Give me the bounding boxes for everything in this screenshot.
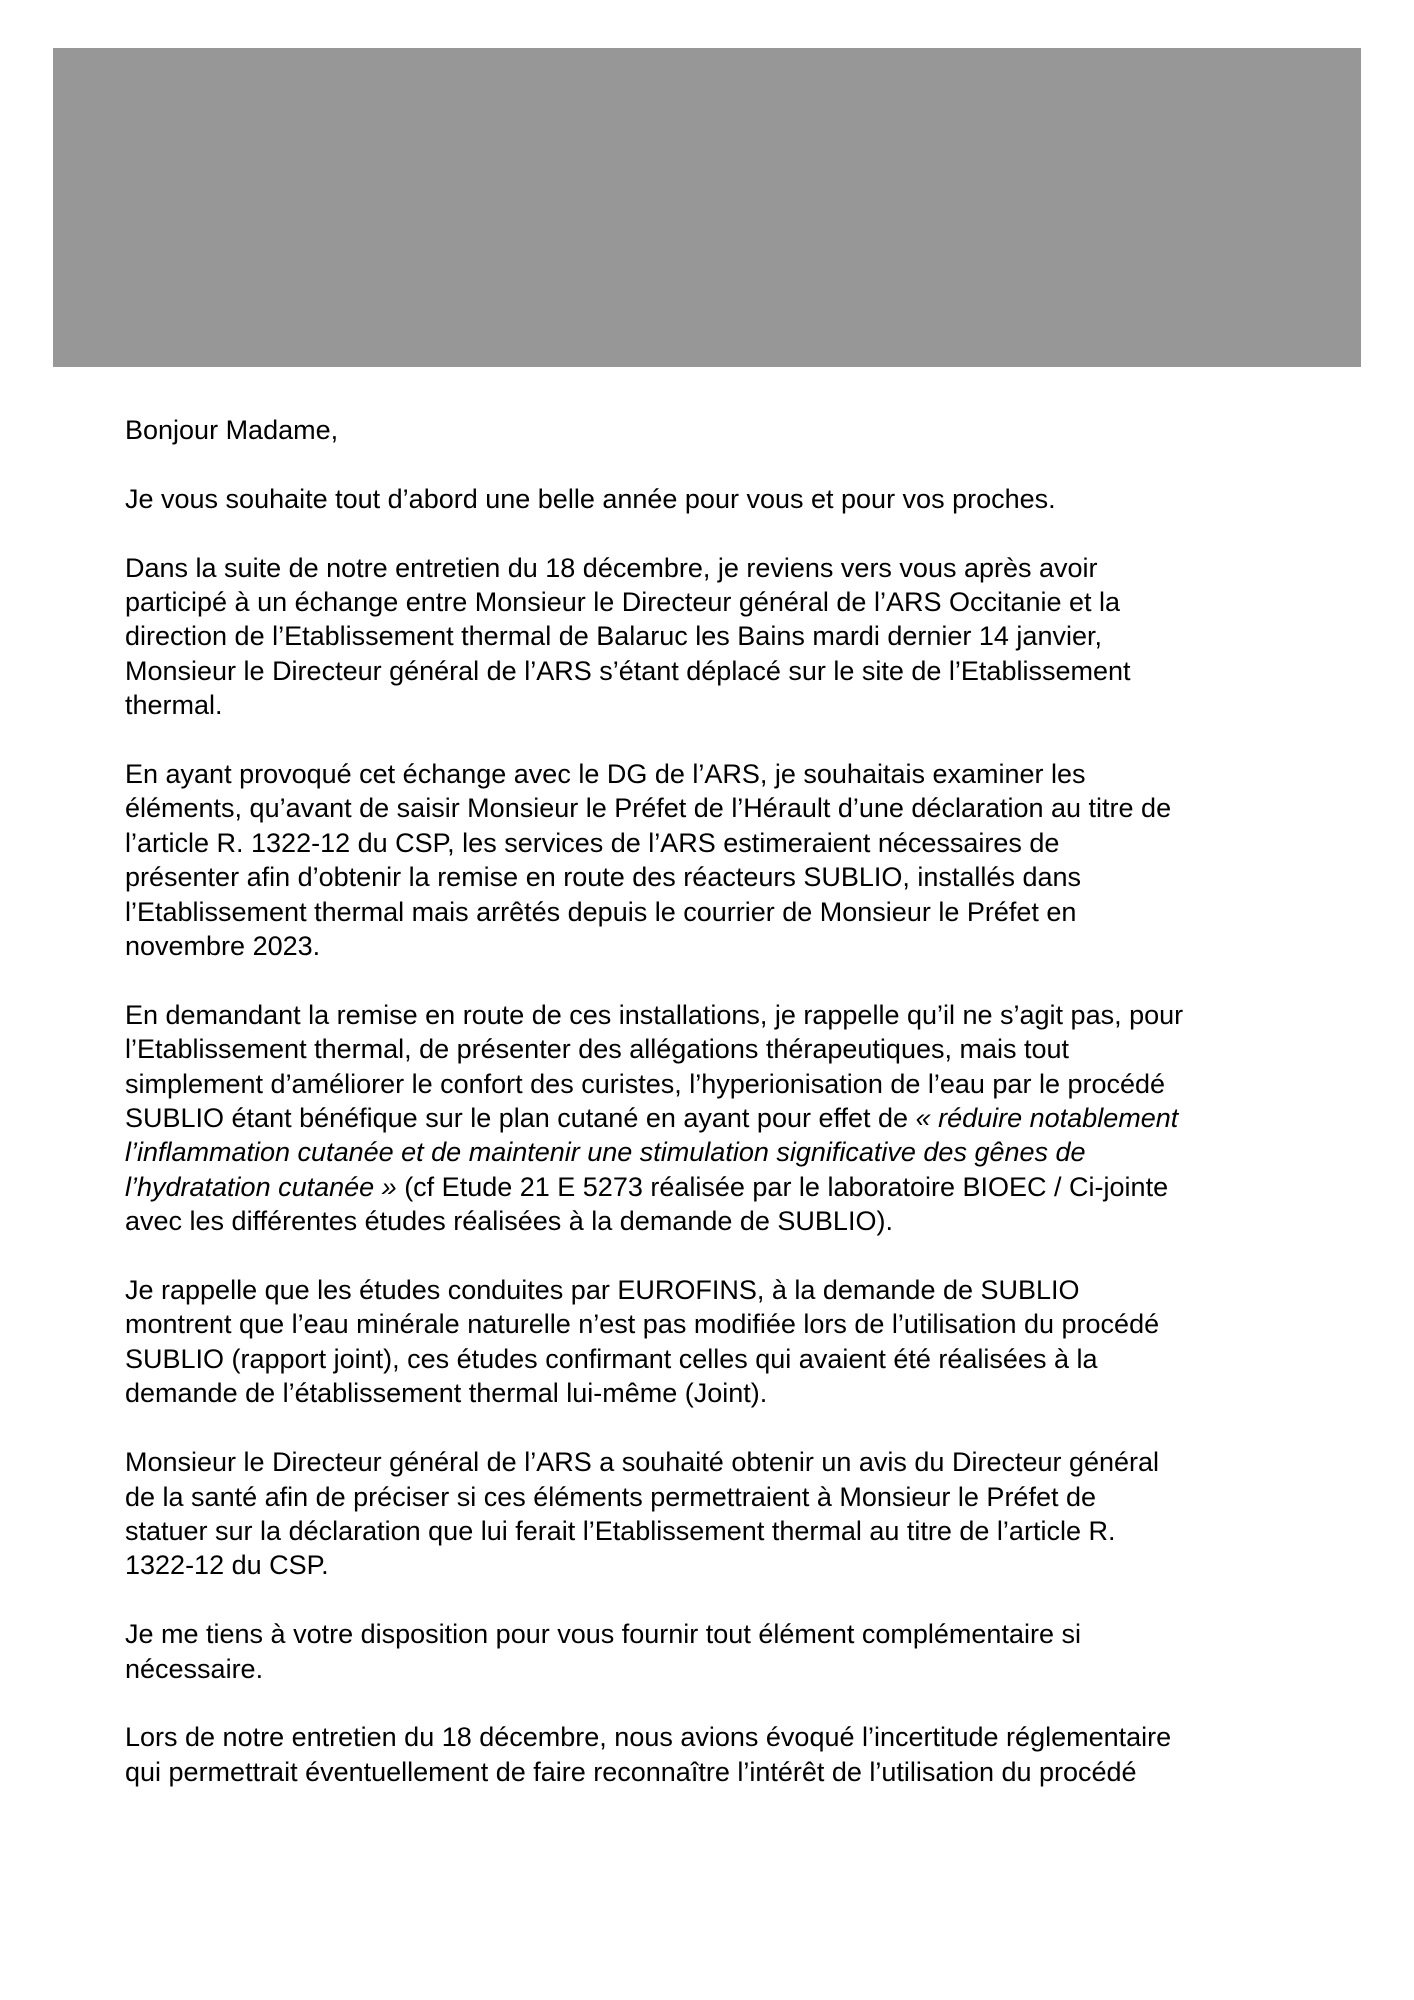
paragraph-line: novembre 2023. (125, 931, 321, 962)
paragraph-line: En demandant la remise en route de ces installations, je rappelle qu’il ne s’agit pas, pour (125, 999, 1184, 1030)
paragraph-availability (125, 1617, 1365, 1686)
paragraph-dg-opinion (125, 1445, 1365, 1583)
paragraph-greeting (125, 482, 1365, 516)
paragraph-sublio-benefits (125, 998, 1365, 1239)
line-text: (cf Etude 21 E 5273 réalisée par le laboratoire BIOEC / Ci-jointe (396, 1171, 1169, 1202)
quoted-study-text: l’hydratation cutanée » (125, 1171, 397, 1202)
paragraph-line (125, 1101, 1365, 1135)
paragraph-line: éléments, qu’avant de saisir Monsieur le Préfet de l’Hérault d’une déclaration au titre de (125, 793, 1172, 824)
redacted-header-block (53, 48, 1361, 367)
paragraph-line: thermal. (125, 690, 223, 721)
paragraph-line: En ayant provoqué cet échange avec le DG de l’ARS, je souhaitais examiner les (125, 759, 1086, 790)
paragraph-line: SUBLIO (rapport joint), ces études confirmant celles qui avaient été réalisées à la (125, 1343, 1098, 1374)
paragraph-line: Monsieur le Directeur général de l’ARS a souhaité obtenir un avis du Directeur général (125, 1447, 1160, 1478)
paragraph-meeting-context (125, 551, 1365, 723)
quoted-study-text: l’inflammation cutanée et de maintenir une stimulation significative des gênes de (125, 1137, 1086, 1168)
paragraph-line: montrent que l’eau minérale naturelle n’est pas modifiée lors de l’utilisation du procédé (125, 1309, 1160, 1340)
letter-body (125, 413, 1365, 1824)
paragraph-line: direction de l’Etablissement thermal de Balaruc les Bains mardi dernier 14 janvier, (125, 621, 1102, 652)
paragraph-line: 1322-12 du CSP. (125, 1550, 329, 1581)
paragraph-line: l’article R. 1322-12 du CSP, les services de l’ARS estimeraient nécessaires de (125, 827, 1060, 858)
paragraph-line: Je rappelle que les études conduites par EUROFINS, à la demande de SUBLIO (125, 1275, 1080, 1306)
salutation (125, 413, 1365, 447)
paragraph-line: nécessaire. (125, 1653, 264, 1684)
salutation-text: Bonjour Madame, (125, 415, 339, 445)
line-text: SUBLIO étant bénéfique sur le plan cutané en ayant pour effet de (125, 1103, 916, 1134)
paragraph-line: Je me tiens à votre disposition pour vous fournir tout élément complémentaire si (125, 1619, 1081, 1650)
paragraph-line: présenter afin d’obtenir la remise en route des réacteurs SUBLIO, installés dans (125, 862, 1081, 893)
paragraph-line: de la santé afin de préciser si ces éléments permettraient à Monsieur le Préfet de (125, 1481, 1096, 1512)
paragraph-line: demande de l’établissement thermal lui-même (Joint). (125, 1378, 768, 1409)
paragraph-line: Lors de notre entretien du 18 décembre, nous avions évoqué l’incertitude réglementaire (125, 1722, 1172, 1753)
paragraph-line: Je vous souhaite tout d’abord une belle année pour vous et pour vos proches. (125, 483, 1056, 514)
paragraph-line (125, 1170, 1365, 1204)
paragraph-line: qui permettrait éventuellement de faire reconnaître l’intérêt de l’utilisation du procédé (125, 1756, 1137, 1787)
paragraph-line: simplement d’améliorer le confort des curistes, l’hyperionisation de l’eau par le procédé (125, 1068, 1166, 1099)
paragraph-eurofins-studies (125, 1273, 1365, 1411)
paragraph-regulatory-uncertainty (125, 1720, 1365, 1789)
paragraph-line: Monsieur le Directeur général de l’ARS s’étant déplacé sur le site de l’Etablissement (125, 655, 1131, 686)
paragraph-purpose (125, 757, 1365, 963)
paragraph-line: Dans la suite de notre entretien du 18 décembre, je reviens vers vous après avoir (125, 552, 1098, 583)
paragraph-line: statuer sur la déclaration que lui ferait l’Etablissement thermal au titre de l’article R. (125, 1515, 1116, 1546)
paragraph-line: avec les différentes études réalisées à la demande de SUBLIO). (125, 1206, 893, 1237)
quoted-study-text: « réduire notablement (915, 1103, 1179, 1134)
paragraph-line: l’Etablissement thermal, de présenter des allégations thérapeutiques, mais tout (125, 1034, 1070, 1065)
paragraph-line: l’Etablissement thermal mais arrêtés depuis le courrier de Monsieur le Préfet en (125, 896, 1077, 927)
paragraph-line: participé à un échange entre Monsieur le Directeur général de l’ARS Occitanie et la (125, 587, 1121, 617)
